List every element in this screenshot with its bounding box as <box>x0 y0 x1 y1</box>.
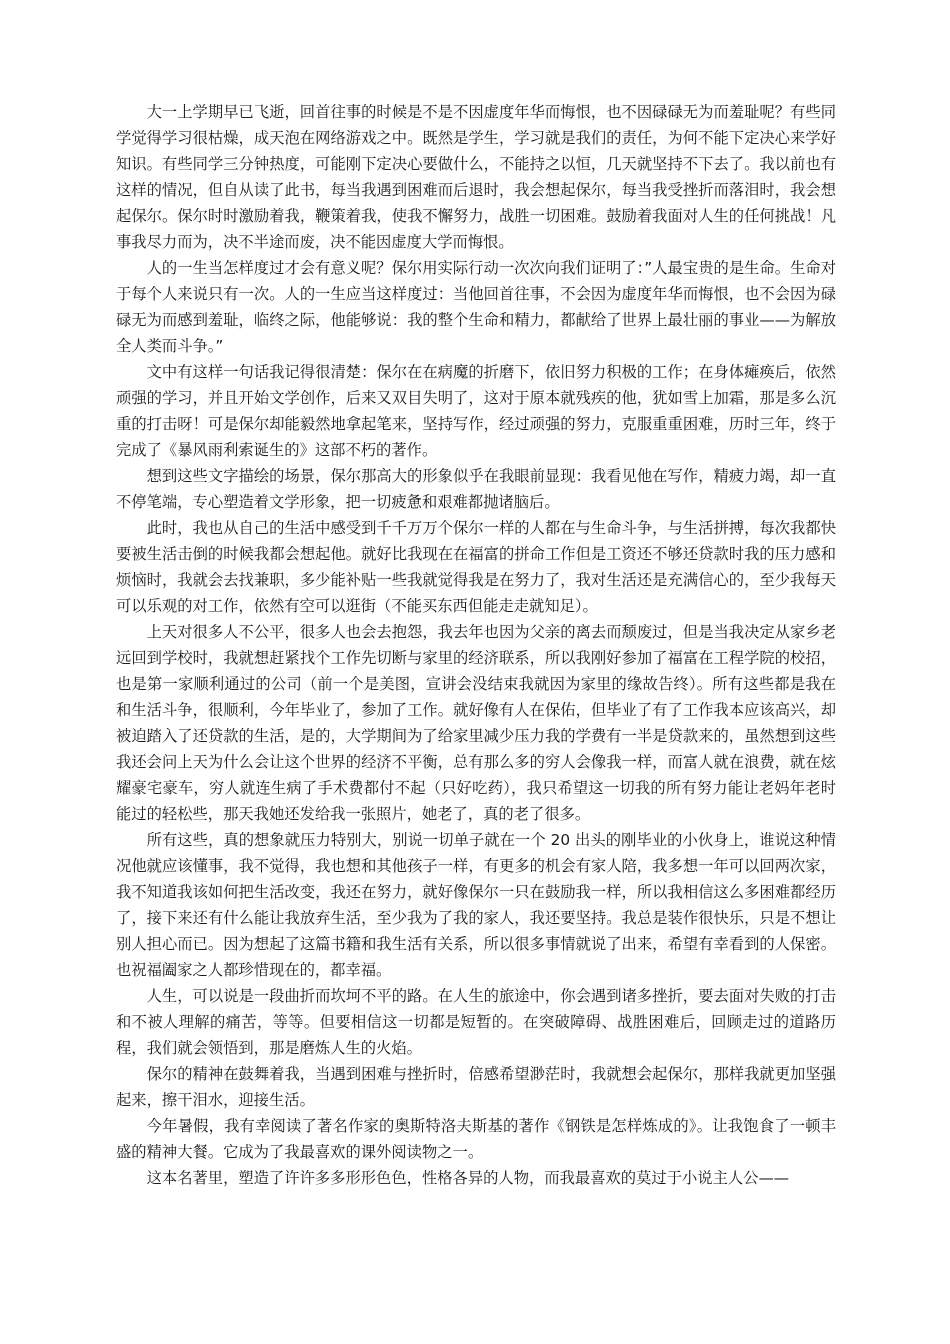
paragraph: 文中有这样一句话我记得很清楚：保尔在在病魔的折磨下，依旧努力积极的工作；在身体瘫痪后，依然顽强的学习，并且开始文学创作，后来又双目失明了，这对于原本就残疾的他，犹如雪上加霜，那是多么沉重的打击呀！可是保尔却能毅然地拿起笔来，坚持写作，经过顽强的努力，克服重重困难，历时三年，终于完成了《暴风雨利索诞生的》这部不朽的著作。 <box>116 363 836 459</box>
paragraph: 所有这些，真的想象就压力特别大，别说一切单子就在一个 20 出头的刚毕业的小伙身上，谁说这种情况他就应该懂事，我不觉得，我也想和其他孩子一样，有更多的机会有家人陪，我多想一年可以回两次家，我不知道我该如何把生活改变，我还在努力，就好像保尔一只在鼓励我一样，所以我相信这么多困难都经历了，接下来还有什么能让我放弃生活，至少我为了我的家人，我还要坚持。我总是装作很快乐，只是不想让别人担心而已。因为想起了这篇书籍和我生活有关系，所以很多事情就说了出来，希望有幸看到的人保密。也祝福阖家之人都珍惜现在的，都幸福。 <box>116 831 836 979</box>
document-body <box>116 99 836 1191</box>
paragraph: 今年暑假，我有幸阅读了著名作家的奥斯特洛夫斯基的著作《钢铁是怎样炼成的》。让我饱食了一顿丰盛的精神大餐。它成为了我最喜欢的课外阅读物之一。 <box>116 1117 836 1161</box>
paragraph: 这本名著里，塑造了许许多多形形色色，性格各异的人物，而我最喜欢的莫过于小说主人公—— <box>146 1169 790 1187</box>
paragraph: 保尔的精神在鼓舞着我，当遇到困难与挫折时，倍感希望渺茫时，我就想会起保尔，那样我就更加坚强起来，擦干泪水，迎接生活。 <box>116 1065 836 1109</box>
paragraph: 人的一生当怎样度过才会有意义呢？保尔用实际行动一次次向我们证明了：”人最宝贵的是生命。生命对于每个人来说只有一次。人的一生应当这样度过：当他回首往事，不会因为虚度年华而悔恨，也不会因为碌碌无为而感到羞耻，临终之际，他能够说：我的整个生命和精力，都献给了世界上最壮丽的事业——为解放全人类而斗争。” <box>116 259 836 355</box>
paragraph: 想到这些文字描绘的场景，保尔那高大的形象似乎在我眼前显现：我看见他在写作，精疲力竭，却一直不停笔端，专心塑造着文学形象，把一切疲惫和艰难都抛诸脑后。 <box>116 467 836 511</box>
paragraph: 此时，我也从自己的生活中感受到千千万万个保尔一样的人都在与生命斗争，与生活拼搏，每次我都快要被生活击倒的时候我都会想起他。就好比我现在在福富的拼命工作但是工资还不够还贷款时我的压力感和烦恼时，我就会去找兼职，多少能补贴一些我就觉得我是在努力了，我对生活还是充满信心的，至少我每天可以乐观的对工作，依然有空可以逛街（不能买东西但能走走就知足）。 <box>116 519 836 615</box>
paragraph: 人生，可以说是一段曲折而坎坷不平的路。在人生的旅途中，你会遇到诸多挫折，要去面对失败的打击和不被人理解的痛苦，等等。但要相信这一切都是短暂的。在突破障碍、战胜困难后，回顾走过的道路历程，我们就会领悟到，那是磨炼人生的火焰。 <box>116 987 836 1057</box>
paragraph: 大一上学期早已飞逝，回首往事的时候是不是不因虚度年华而悔恨，也不因碌碌无为而羞耻呢？有些同学觉得学习很枯燥，成天泡在网络游戏之中。既然是学生，学习就是我们的责任，为何不能下定决心来学好知识。有些同学三分钟热度，可能刚下定决心要做什么，不能持之以恒，几天就坚持不下去了。我以前也有这样的情况，但自从读了此书，每当我遇到困难而后退时，我会想起保尔，每当我受挫折而落泪时，我会想起保尔。保尔时时激励着我，鞭策着我，使我不懈努力，战胜一切困难。鼓励着我面对人生的任何挑战！凡事我尽力而为，决不半途而废，决不能因虚度大学而悔恨。 <box>116 103 836 251</box>
paragraph: 上天对很多人不公平，很多人也会去抱怨，我去年也因为父亲的离去而颓废过，但是当我决定从家乡老远回到学校时，我就想赶紧找个工作先切断与家里的经济联系，所以我刚好参加了福富在工程学院的校招，也是第一家顺利通过的公司（前一个是美图，宣讲会没结束我就因为家里的缘故告终）。所有这些都是我在和生活斗争，很顺利，今年毕业了，参加了工作。就好像有人在保佑，但毕业了有了工作我本应该高兴，却被迫踏入了还贷款的生活，是的，大学期间为了给家里减少压力我的学费有一半是贷款来的，虽然想到这些我还会问上天为什么会让这个世界的经济不平衡，总有那么多的穷人会像我一样，而富人就在浪费，就在炫耀豪宅豪车，穷人就连生病了手术费都付不起（只好吃药），我只希望这一切我的所有努力能让老妈年老时能过的轻松些，那天我她还发给我一张照片，她老了，真的老了很多。 <box>116 623 836 823</box>
